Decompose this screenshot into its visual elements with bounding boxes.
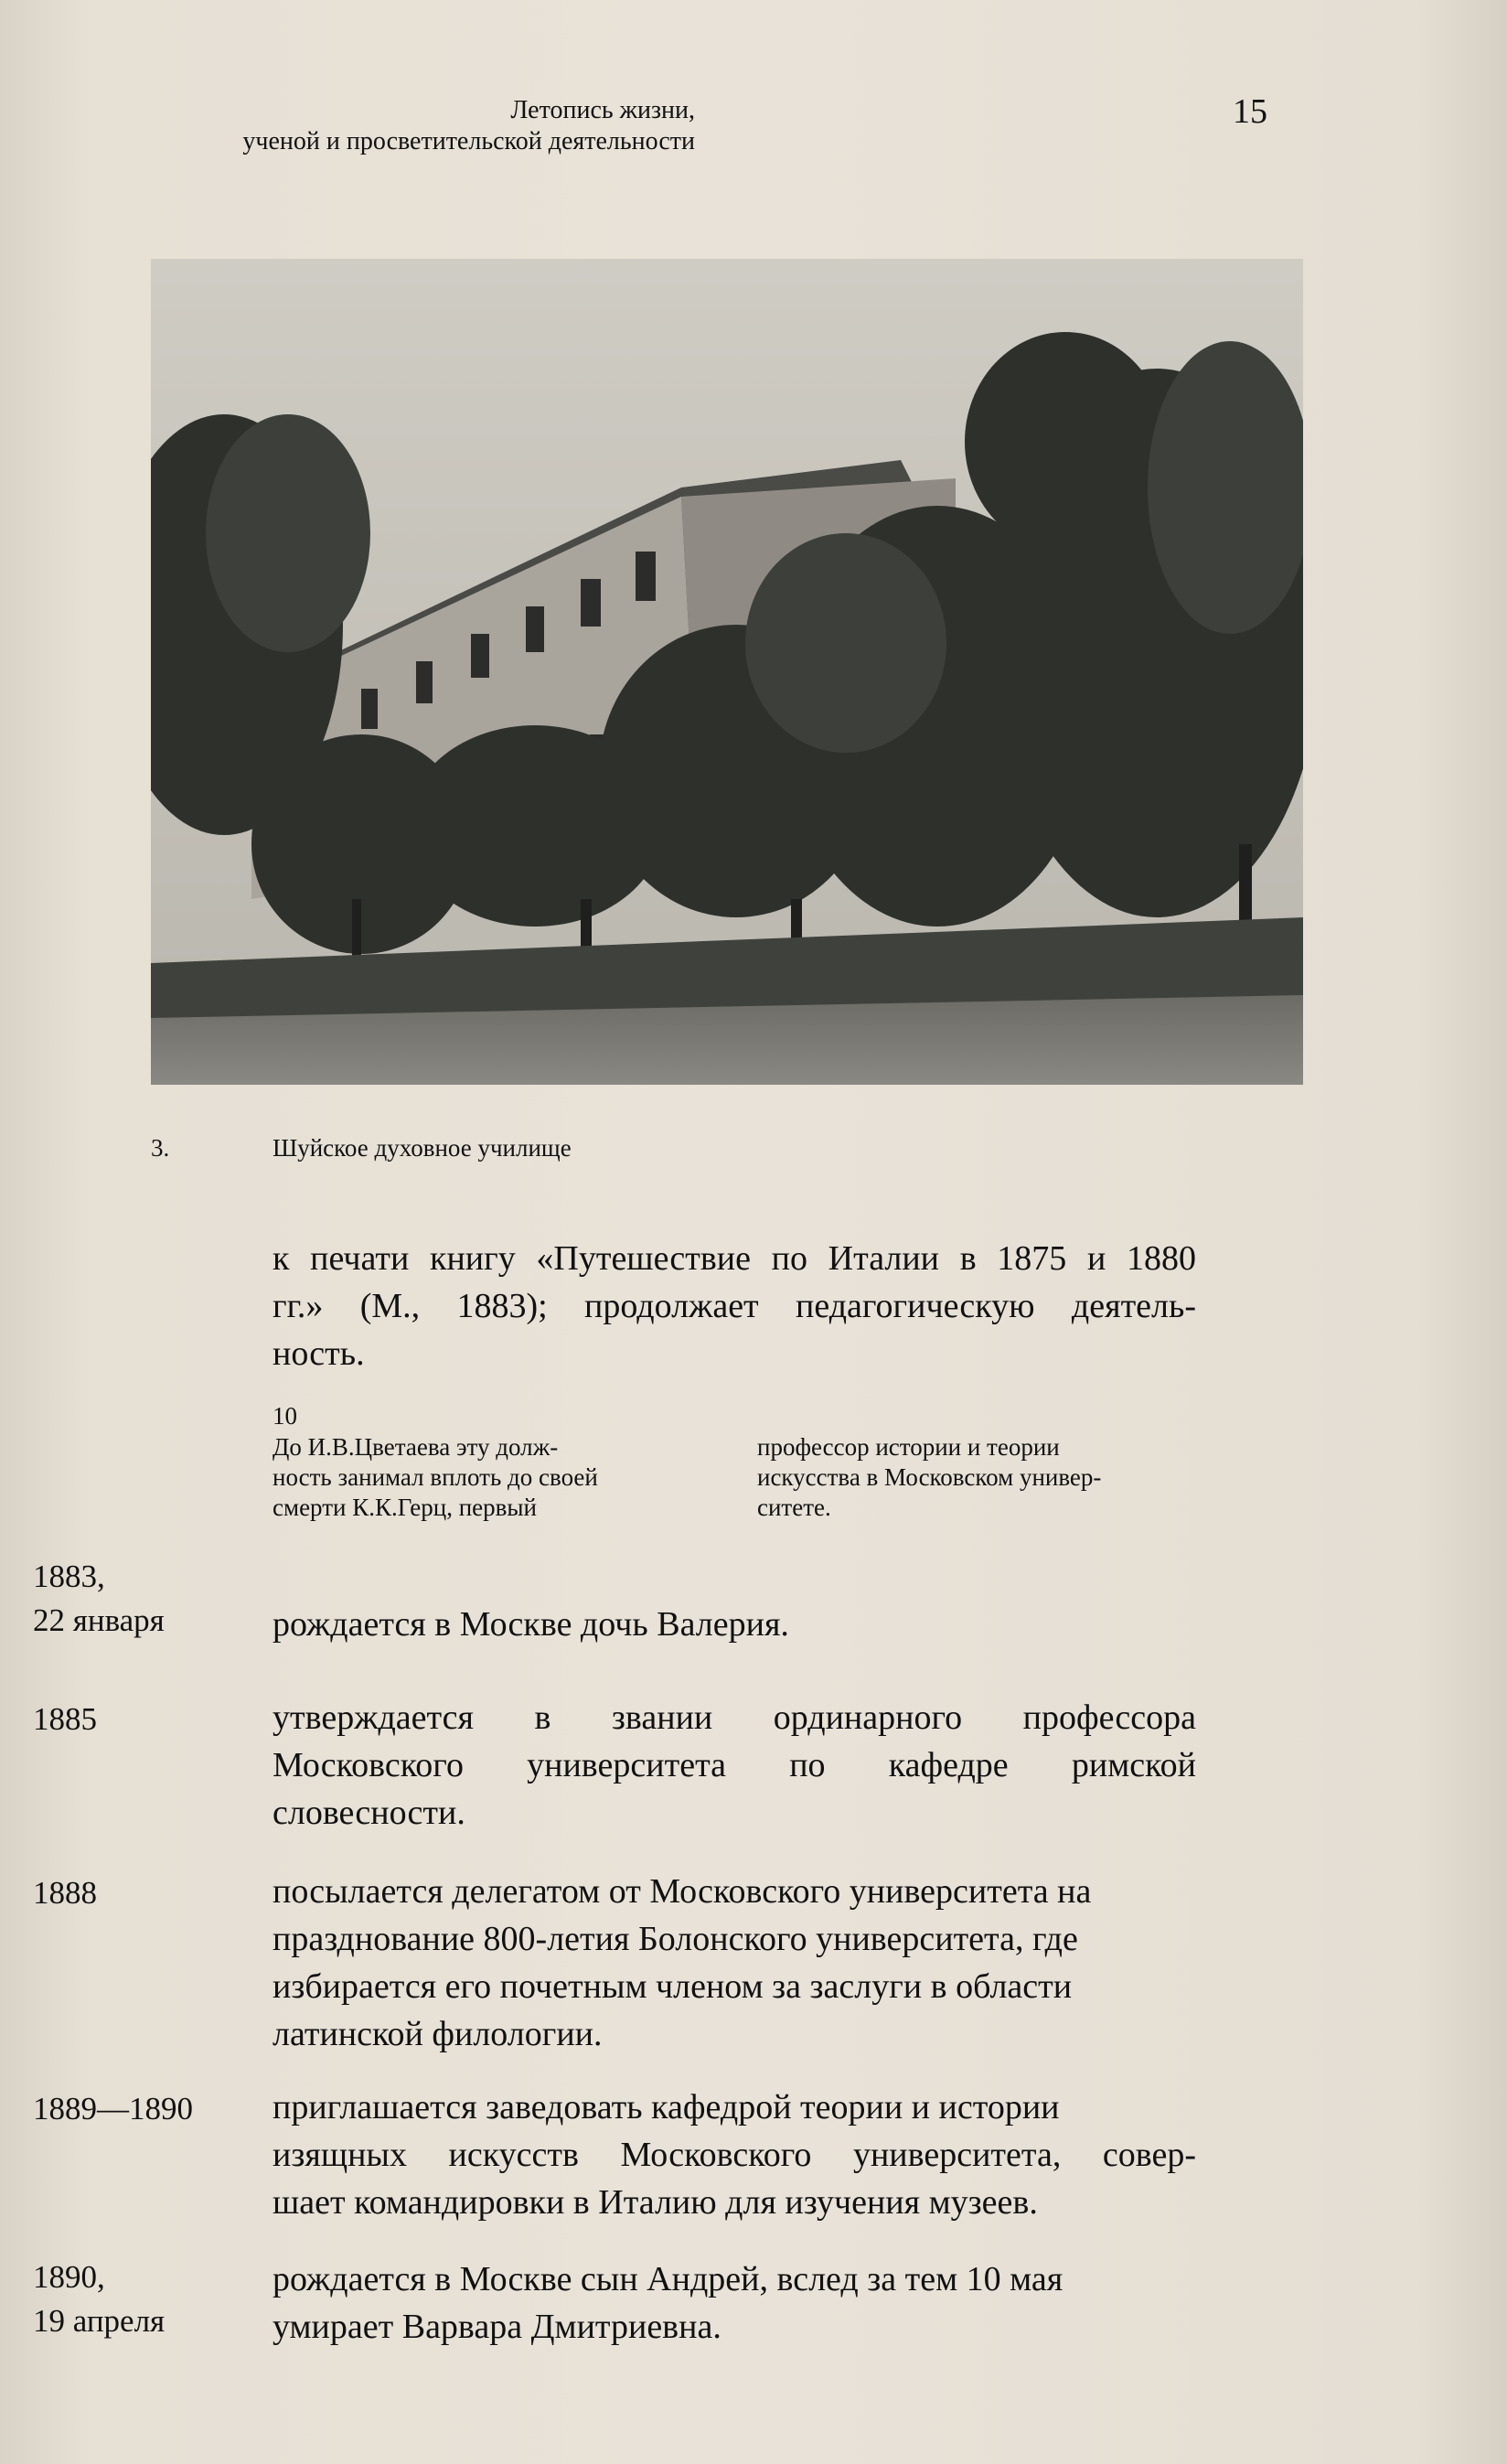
continued-paragraph	[273, 1235, 1196, 1377]
footnote-line: До И.В.Цветаева эту долж-	[273, 1433, 559, 1461]
text-line: рождается в Москве дочь Валерия.	[273, 1605, 789, 1644]
text-line: умирает Варвара Дмитриевна.	[273, 2308, 721, 2346]
page-number: 15	[1233, 92, 1267, 131]
date-line: 1889—1890	[33, 2091, 193, 2127]
running-header-line-2: ученой и просветительской деятельности	[242, 127, 695, 155]
footnote-column-1	[273, 1432, 702, 1523]
text-line: приглашается заведовать кафедрой теории и истории	[273, 2088, 1060, 2127]
text-line: гг.» (М., 1883); продолжает педагогическую деятель-	[273, 1287, 1196, 1325]
text-line: ность.	[273, 1334, 365, 1373]
date-line: 1890,	[33, 2259, 105, 2295]
entry-date	[33, 1555, 252, 1643]
text-line: Московского университета по кафедре римской	[273, 1746, 1196, 1784]
figure-caption: Шуйское духовное училище	[273, 1134, 572, 1162]
entry-date	[33, 2255, 252, 2343]
text-line: шает командировки в Италию для изучения музеев.	[273, 2183, 1038, 2222]
running-header	[146, 95, 695, 157]
text-line: рождается в Москве сын Андрей, вслед за тем 10 мая	[273, 2260, 1063, 2298]
text-line: словесности.	[273, 1794, 465, 1832]
date-line: 1883,	[33, 1559, 105, 1594]
text-line: избирается его почетным членом за заслуги в области	[273, 1967, 1073, 2006]
text-line: посылается делегатом от Московского университета на	[273, 1872, 1092, 1911]
date-line: 19 апреля	[33, 2303, 166, 2339]
entry-text	[273, 2255, 1196, 2351]
running-header-line-1: Летопись жизни,	[510, 96, 695, 124]
footnote-column-2	[757, 1432, 1187, 1523]
date-line: 1888	[33, 1875, 97, 1911]
entry-text	[273, 1694, 1196, 1837]
photo-illustration	[151, 259, 1303, 1085]
footnote-line: профессор истории и теории	[757, 1433, 1060, 1461]
bleed-through-texture	[1189, 37, 1463, 146]
footnote-line: ситете.	[757, 1494, 831, 1521]
footnote-line: искусства в Московском универ-	[757, 1463, 1102, 1491]
photo-shuya-school	[151, 259, 1303, 1085]
entry-text	[273, 2084, 1196, 2226]
entry-text	[273, 1601, 1196, 1648]
date-line: 22 января	[33, 1602, 165, 1638]
figure-number: 3.	[151, 1134, 170, 1162]
entry-date	[33, 2087, 252, 2131]
text-line: изящных искусств Московского университета, совер-	[273, 2136, 1196, 2174]
entry-date	[33, 1698, 252, 1741]
entry-text	[273, 1868, 1196, 2058]
date-line: 1885	[33, 1701, 97, 1737]
entry-date	[33, 1871, 252, 1915]
footnote-line: ность занимал вплоть до своей	[273, 1463, 598, 1491]
footnote-line: смерти К.К.Герц, первый	[273, 1494, 537, 1521]
text-line: латинской филологии.	[273, 2015, 603, 2053]
text-line: к печати книгу «Путешествие по Италии в 1875 и 1880	[273, 1239, 1196, 1278]
text-line: празднование 800-летия Болонского университета, где	[273, 1920, 1078, 1958]
text-line: утверждается в звании ординарного профессора	[273, 1698, 1196, 1737]
footnote-number: 10	[273, 1402, 297, 1430]
